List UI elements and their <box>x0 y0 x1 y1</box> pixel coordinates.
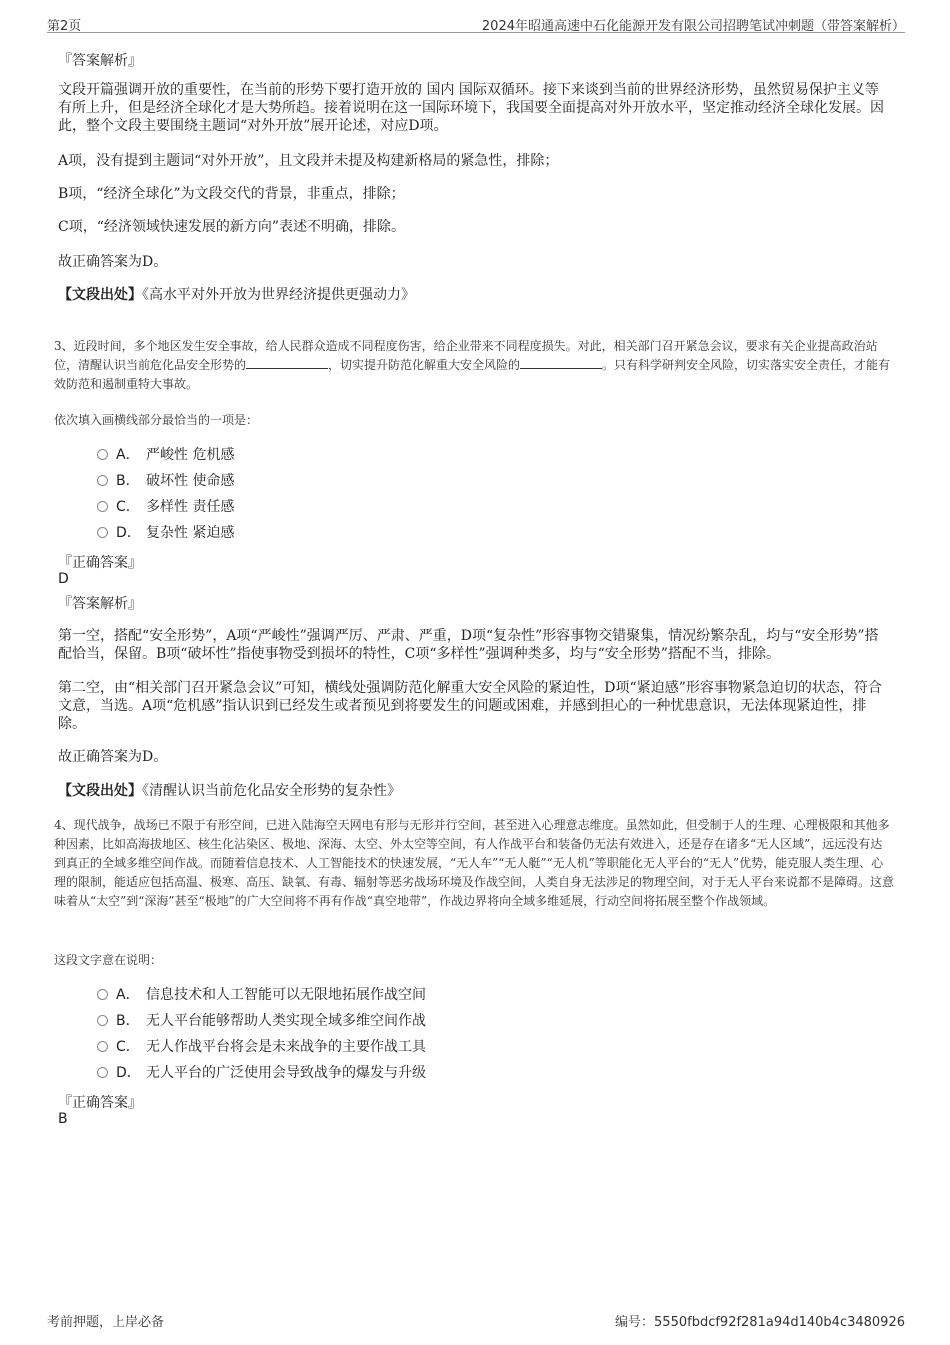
q4-prompt: 这段文字意在说明： <box>54 953 163 967</box>
radio-icon[interactable] <box>97 1041 108 1052</box>
q4-option-a[interactable] <box>97 985 426 1005</box>
q2-source-text: 《高水平对外开放为世界经济提供更强动力》 <box>142 287 415 303</box>
q3-source <box>58 782 892 800</box>
q3-stem <box>54 337 894 394</box>
q3-option-b-text: 破坏性 使命感 <box>146 473 235 489</box>
page-footer <box>47 1311 905 1329</box>
q4-option-c-text: 无人作战平台将会是未来战争的主要作战工具 <box>146 1039 426 1055</box>
q3-option-c-letter: C． <box>116 499 140 515</box>
q2-analysis-label: 『答案解析』 <box>58 53 142 69</box>
q3-analysis-para-2: 第二空，由“相关部门召开紧急会议”可知，横线处强调防范化解重大安全风险的紧迫性，D项“紧迫感”形容事物紧急迫切的状态，符合文意，当选。A项“危机感”指认识到已经发生或者预见到将要发生的问题或困难，并感到担心的一种忧患意识，无法体现紧迫性，排除。 <box>58 680 882 732</box>
q3-answer: D <box>58 571 69 587</box>
document-title: 2024年昭通高速中石化能源开发有限公司招聘笔试冲刺题（带答案解析） <box>481 19 905 34</box>
radio-icon[interactable] <box>97 449 108 460</box>
q3-prompt: 依次填入画横线部分最恰当的一项是： <box>54 413 259 427</box>
q3-source-text: 《清醒认识当前危化品安全形势的复杂性》 <box>142 783 401 799</box>
q4-stem: 4、现代战争，战场已不限于有形空间，已进入陆海空天网电有形与无形并行空间，甚至进入心理意志维度。虽然如此，但受制于人的生理、心理极限和其他多种因素，比如高海拔地区、核生化沾染区、极地、深海、太空、外太空等空间，有人作战平台和装备仍无法有效进入，还是存在诸多“无人区域”，远远没有达到真正的全域多维空间作战。而随着信息技术、人工智能技术的快速发展，“无人车”“无人艇”“无人机”等职能化无人平台的“无人”优势，能克服人类生理、心理的限制，能适应包括高温、极寒、高压、缺氧、有毒、辐射等恶劣战场环境及作战空间，人类自身无法涉足的物理空间，对于无人平台来说都不是障碍。这意味着从“太空”到“深海”甚至“极地”的广大空间将不再有作战“真空地带”，作战边界将向全域多维延展，行动空间将拓展至整个作战领域。 <box>54 818 895 908</box>
footer-slogan: 考前押题，上岸必备 <box>47 1315 165 1330</box>
q4-option-c[interactable] <box>97 1037 426 1057</box>
q3-option-c[interactable] <box>97 497 234 517</box>
q4-option-d-text: 无人平台的广泛使用会导致战争的爆发与升级 <box>146 1065 426 1081</box>
q2-analysis-para-1: 文段开篇强调开放的重要性，在当前的形势下要打造开放的 国内 国际双循环。接下来谈到当前的世界经济形势，虽然贸易保护主义等有所上升，但是经济全球化才是大势所趋。接着说明在这一国际环境下，我国要全面提高对外开放水平，坚定推动经济全球化发展。因此，整个文段主要围绕主题词“对外开放”展开论述，对应D项。 <box>58 82 884 134</box>
q2-analysis-para-2: A项，没有提到主题词“对外开放”，且文段并未提及构建新格局的紧急性，排除； <box>58 153 559 169</box>
q3-option-b-letter: B． <box>116 473 140 489</box>
q3-option-d[interactable] <box>97 523 234 543</box>
q4-option-d[interactable] <box>97 1063 426 1083</box>
q3-option-d-letter: D． <box>116 525 141 541</box>
page-header <box>47 14 905 33</box>
radio-icon[interactable] <box>97 475 108 486</box>
page-number: 第2页 <box>47 19 82 34</box>
q2-source-label: 【文段出处】 <box>58 287 142 303</box>
q3-stem-part1: 3、近段时间，多个地区发生安全事故，给人民群众造成不同程度伤害，给企业带来不同程度损失。对此，相关部门召开紧急会议，要求有关企业提高政治站位，清醒认识当前危化品安全形势的 <box>54 339 878 372</box>
q2-analysis-para-4: C项，“经济领域快速发展的新方向”表述不明确，排除。 <box>58 219 406 235</box>
q3-answer-label: 『正确答案』 <box>58 555 142 571</box>
q3-option-d-text: 复杂性 紧迫感 <box>146 525 235 541</box>
q4-answer-label: 『正确答案』 <box>58 1095 142 1111</box>
q2-source <box>58 286 892 304</box>
q2-analysis-para-3: B项，“经济全球化”为文段交代的背景，非重点，排除； <box>58 186 405 202</box>
q2-answer-statement: 故正确答案为D。 <box>58 254 168 270</box>
q4-answer: B <box>58 1111 68 1127</box>
q3-stem-part2: ，切实提升防范化解重大安全风险的 <box>328 358 521 372</box>
radio-icon[interactable] <box>97 501 108 512</box>
radio-icon[interactable] <box>97 527 108 538</box>
q4-option-a-letter: A． <box>116 987 140 1003</box>
footer-code-value: 5550fbdcf92f281a94d140b4c3480926 <box>654 1315 905 1330</box>
q4-option-c-letter: C． <box>116 1039 140 1055</box>
footer-code <box>615 1311 905 1330</box>
q3-blank-1 <box>246 356 328 369</box>
q3-blank-2 <box>520 356 602 369</box>
q4-option-d-letter: D． <box>116 1065 141 1081</box>
radio-icon[interactable] <box>97 989 108 1000</box>
q3-option-c-text: 多样性 责任感 <box>146 499 235 515</box>
q4-option-b-letter: B． <box>116 1013 140 1029</box>
q3-stem-part3: 。只有科学研判安全风险，切实落实安全责任，才能有效防范和遏制重特大事故。 <box>54 358 891 391</box>
q3-option-a[interactable] <box>97 445 234 465</box>
q4-option-b[interactable] <box>97 1011 426 1031</box>
q3-analysis-para-1: 第一空，搭配“安全形势”，A项“严峻性”强调严厉、严肃、严重，D项“复杂性”形容事物交错聚集，情况纷繁杂乱，均与“安全形势”搭配恰当，保留。B项“破坏性”指使事物受到损坏的特性，C项“多样性”强调种类多，均与“安全形势”搭配不当，排除。 <box>58 628 879 662</box>
q3-source-label: 【文段出处】 <box>58 783 142 799</box>
radio-icon[interactable] <box>97 1067 108 1078</box>
q4-option-b-text: 无人平台能够帮助人类实现全域多维空间作战 <box>146 1013 426 1029</box>
q3-answer-statement: 故正确答案为D。 <box>58 749 168 765</box>
q3-option-a-letter: A． <box>116 447 140 463</box>
q3-option-b[interactable] <box>97 471 234 491</box>
q3-option-a-text: 严峻性 危机感 <box>146 447 235 463</box>
q3-analysis-label: 『答案解析』 <box>58 596 142 612</box>
footer-code-label: 编号： <box>615 1315 655 1330</box>
q4-option-a-text: 信息技术和人工智能可以无限地拓展作战空间 <box>146 987 426 1003</box>
radio-icon[interactable] <box>97 1015 108 1026</box>
